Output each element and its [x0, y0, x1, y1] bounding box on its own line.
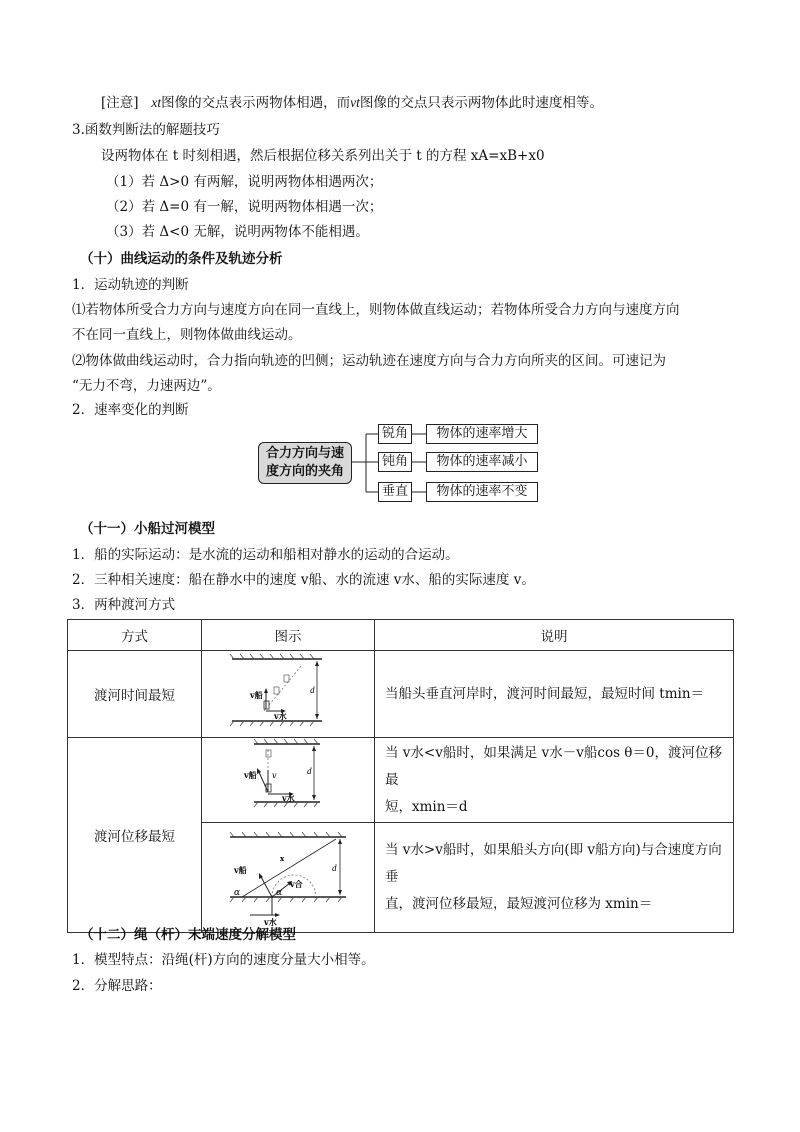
diagram-result-decrease: 物体的速率减小 — [426, 452, 538, 472]
sec10-p2-title: 2．速率变化的判断 — [72, 402, 189, 418]
river-crossing-table — [67, 619, 734, 933]
diagram-result-increase: 物体的速率增大 — [426, 424, 538, 444]
note-label: [注意] — [101, 95, 139, 111]
sec11-line-2: 2．三种相关速度：船在静水中的速度 v船、水的流速 v水、船的实际速度 v。 — [72, 572, 535, 588]
row1-mode: 渡河时间最短 — [68, 651, 202, 738]
diagram-root — [258, 442, 352, 484]
svg-text:α: α — [276, 888, 283, 898]
min-time-figure — [202, 651, 374, 733]
row2a-desc-line1: 当 v水<v船时，如果满足 v水－v船cos θ＝0，渡河位移最 — [385, 744, 723, 788]
diagram-angle-obtuse: 钝角 — [378, 452, 412, 472]
svg-text:d: d — [310, 685, 315, 695]
svg-text:v水: v水 — [282, 793, 295, 803]
diagram-root-line2: 度方向的夹角 — [265, 464, 344, 479]
row2b-desc-line2: 直，渡河位移最短，最短渡河位移为 xmin＝ — [385, 896, 653, 912]
sec11-heading: （十一）小船过河模型 — [80, 521, 215, 537]
svg-text:v: v — [272, 771, 277, 780]
svg-text:d: d — [307, 766, 312, 776]
sec3-item-2: （2）若 Δ=0 有一解，说明两物体相遇一次； — [106, 199, 383, 215]
sec10-p1-title: 1．运动轨迹的判断 — [72, 277, 189, 293]
svg-text:α: α — [234, 888, 241, 898]
note-xt: xt — [151, 95, 162, 110]
row1-figure — [202, 651, 375, 738]
sec10-p1-c: ⑵物体做曲线运动时，合力指向轨迹的凹侧；运动轨迹在速度方向与合力方向所夹的区间。可速记为 — [72, 353, 666, 369]
row2a-desc-line2: 短，xmin＝d — [385, 798, 468, 815]
row2a-figure — [202, 738, 375, 823]
table-header-row — [68, 620, 734, 651]
sec3-item-1: （1）若 Δ>0 有两解，说明两物体相遇两次； — [106, 174, 383, 190]
diagram-angle-acute: 锐角 — [378, 424, 412, 444]
sec10-p1-d: “无力不弯，力速两边”。 — [72, 378, 221, 394]
sec12-line-2: 2．分解思路： — [72, 978, 162, 994]
sec10-p1-a: ⑴若物体所受合力方向与速度方向在同一直线上，则物体做直线运动；若物体所受合力方向与速度方向 — [72, 302, 680, 318]
row2a-desc — [375, 738, 734, 823]
diagram-angle-right: 垂直 — [378, 482, 412, 502]
sec3-intro: 设两物体在 t 时刻相遇，然后根据位移关系列出关于 t 的方程 xA=xB+x0 — [101, 148, 545, 164]
svg-text:d: d — [332, 863, 337, 873]
svg-text:v合: v合 — [290, 879, 303, 889]
svg-text:x: x — [280, 854, 285, 863]
row2b-desc — [375, 823, 734, 933]
svg-text:v水: v水 — [274, 711, 287, 721]
svg-text:v水: v水 — [264, 917, 277, 927]
table-header-mode: 方式 — [68, 620, 202, 651]
row1-desc: 当船头垂直河岸时，渡河时间最短，最短时间 tmin＝ — [375, 651, 734, 738]
table-row — [68, 738, 734, 823]
note-line — [101, 93, 603, 113]
sec11-line-3: 3．两种渡河方式 — [72, 597, 176, 613]
min-displacement-figure-a — [202, 738, 374, 818]
speed-change-diagram — [256, 420, 546, 505]
table-header-figure: 图示 — [202, 620, 375, 651]
sec3-item-3: （3）若 Δ<0 无解，说明两物体不能相遇。 — [106, 224, 369, 240]
note-vt: vt — [350, 95, 360, 110]
note-text1: 图像的交点表示两物体相遇，而 — [161, 95, 351, 111]
row2-mode: 渡河位移最短 — [68, 738, 202, 933]
row2b-desc-line1: 当 v水>v船时，如果船头方向(即 v船方向)与合速度方向垂 — [385, 842, 722, 885]
svg-text:v船: v船 — [234, 865, 247, 875]
sec12-heading: （十二）绳（杆）末端速度分解模型 — [80, 927, 296, 943]
svg-text:v船: v船 — [250, 690, 263, 700]
table-row — [68, 651, 734, 738]
min-displacement-figure-b — [202, 823, 374, 928]
sec10-heading: （十）曲线运动的条件及轨迹分析 — [80, 251, 283, 267]
sec3-title: 3.函数判断法的解题技巧 — [72, 122, 220, 138]
sec12-line-1: 1．模型特点：沿绳(杆)方向的速度分量大小相等。 — [72, 952, 375, 968]
svg-text:v船: v船 — [244, 770, 257, 780]
sec11-line-1: 1．船的实际运动：是水流的运动和船相对静水的运动的合运动。 — [72, 547, 459, 563]
diagram-root-line1: 合力方向与速 — [265, 446, 344, 461]
table-header-desc: 说明 — [375, 620, 734, 651]
note-text2: 图像的交点只表示两物体此时速度相等。 — [359, 95, 603, 111]
row2b-figure — [202, 823, 375, 933]
sec10-p1-b: 不在同一直线上，则物体做曲线运动。 — [72, 327, 302, 343]
diagram-result-constant: 物体的速率不变 — [426, 482, 538, 502]
